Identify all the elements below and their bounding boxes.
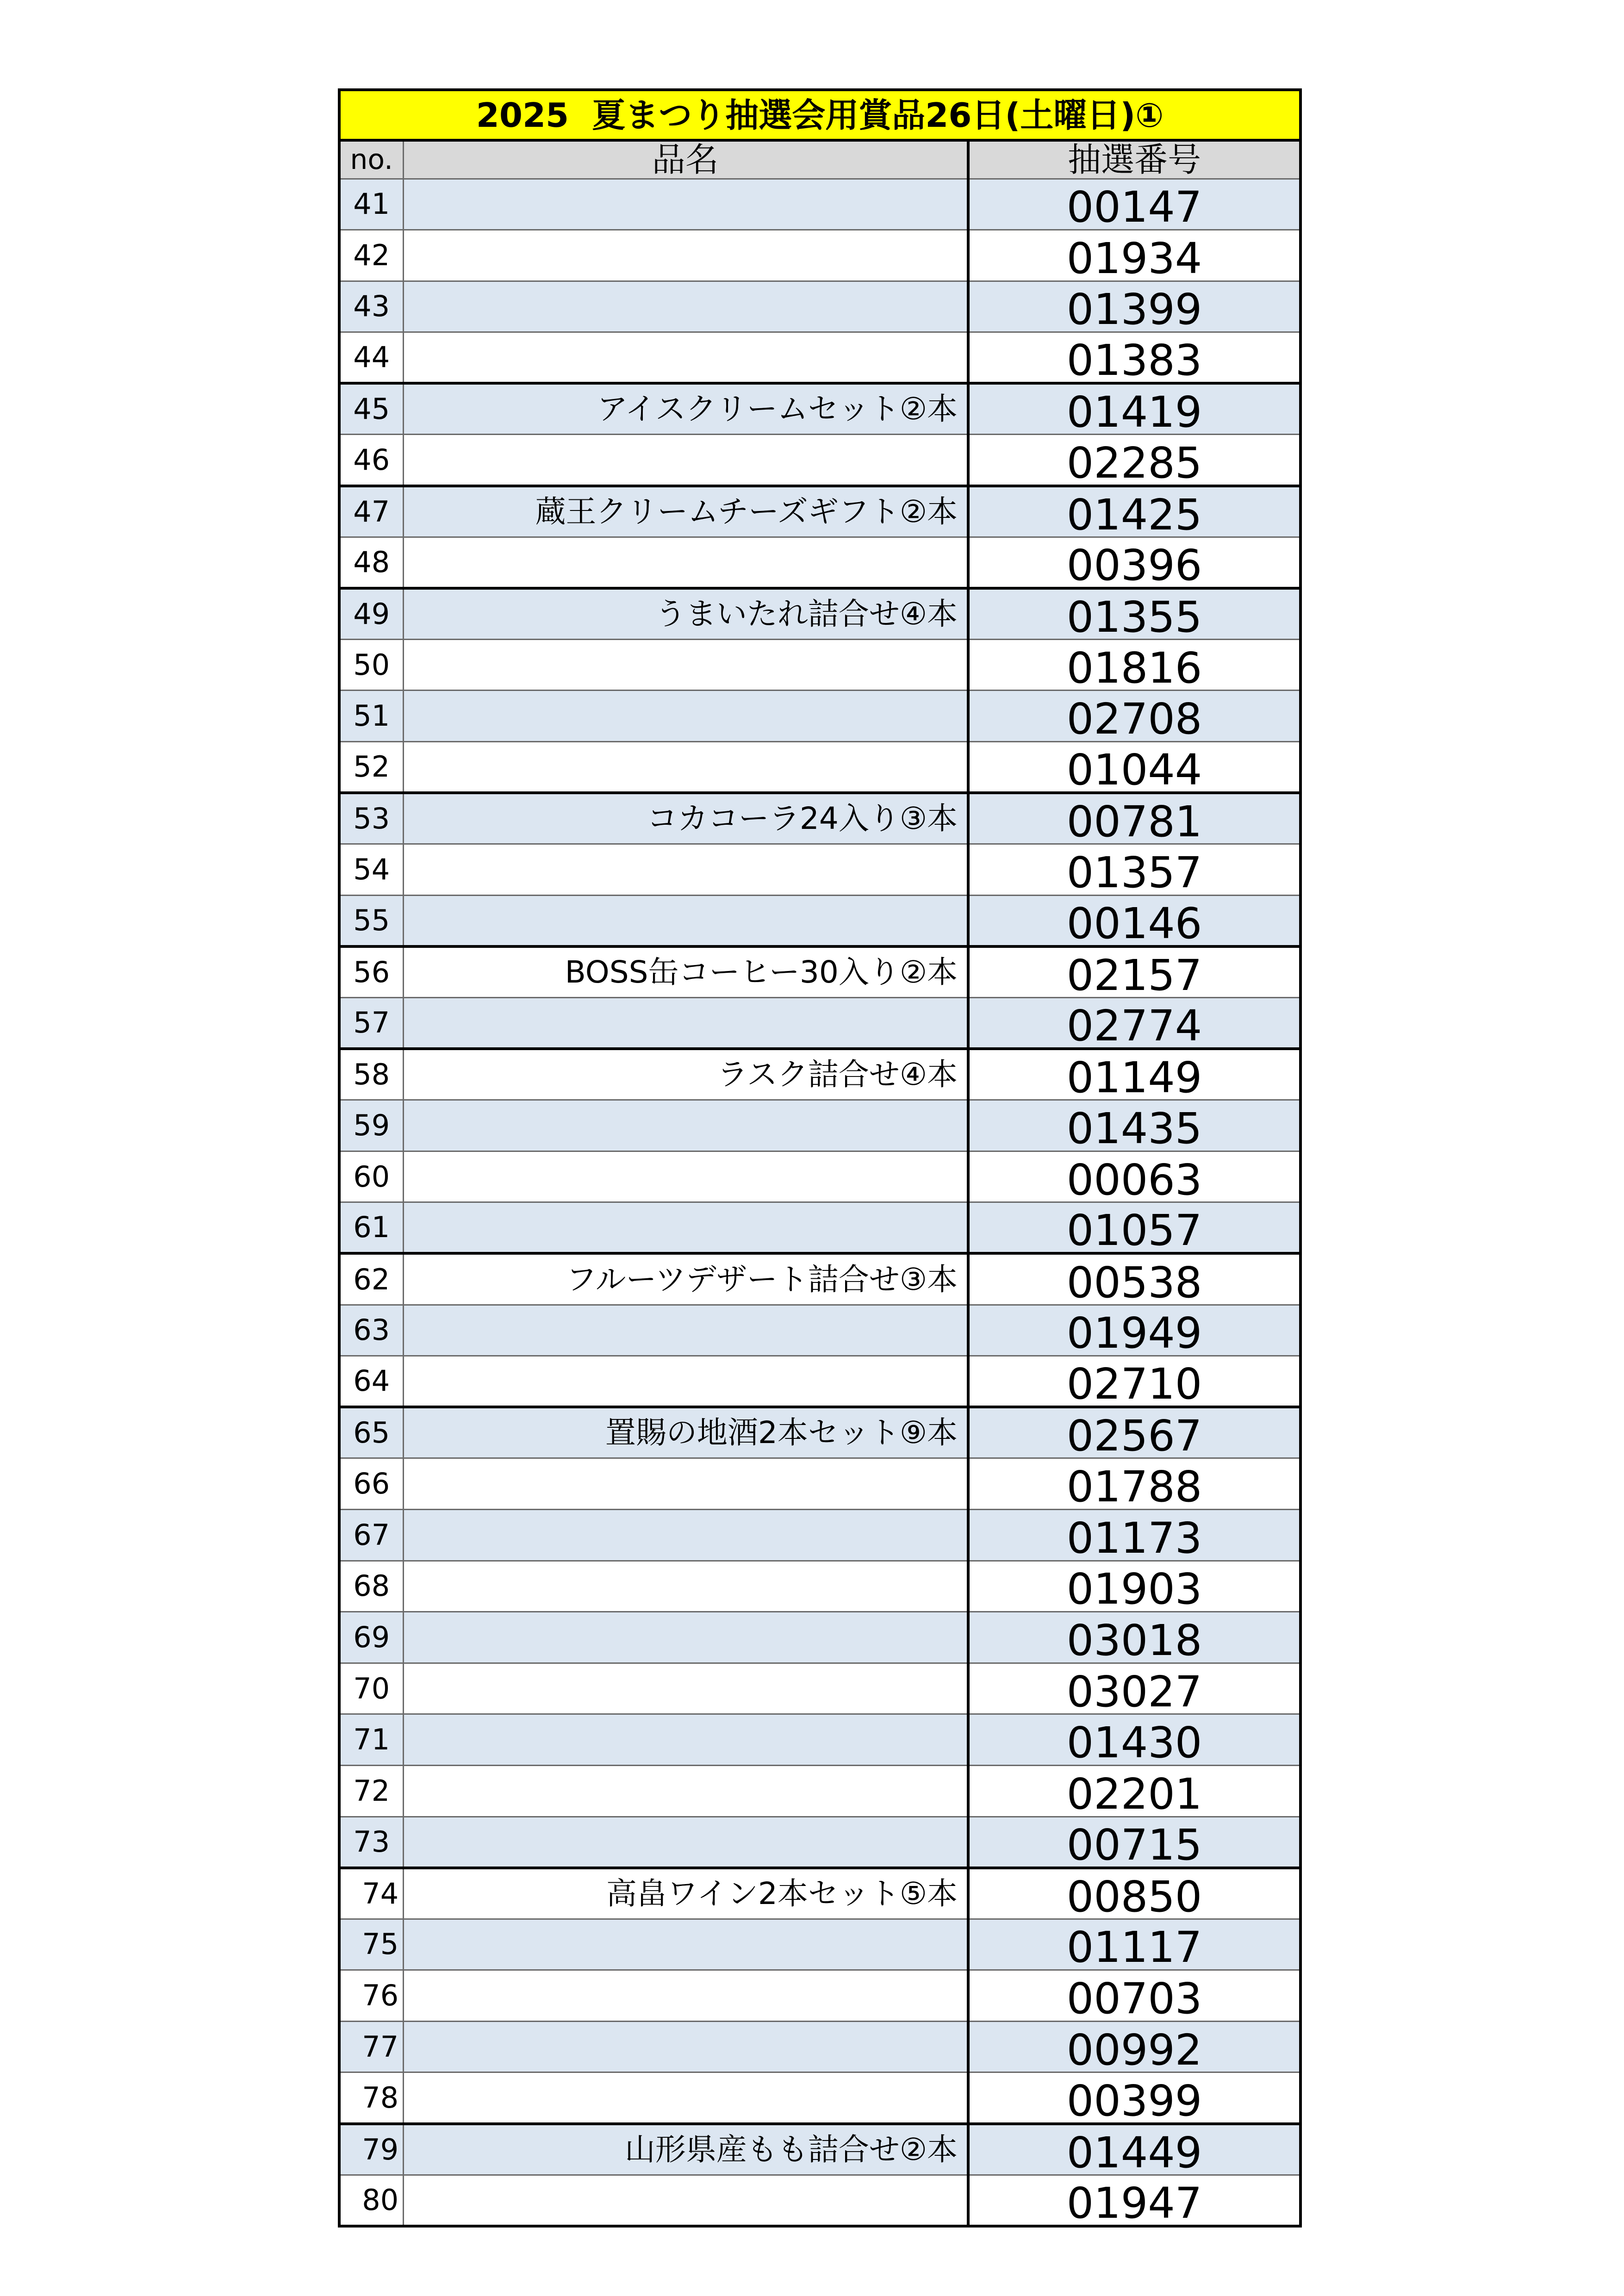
- row-no: 69: [339, 1612, 403, 1663]
- table-row: [339, 1817, 1300, 1868]
- row-no: 45: [339, 383, 403, 435]
- lottery-number: 00147: [968, 179, 1300, 230]
- lottery-number: 00781: [968, 793, 1300, 844]
- table-row: [339, 537, 1300, 588]
- prize-name: 高畠ワイン2本セット⑤本: [403, 1868, 968, 1919]
- lottery-number: 01934: [968, 230, 1300, 281]
- row-no: 47: [339, 486, 403, 537]
- row-no: 54: [339, 844, 403, 896]
- row-no: 55: [339, 895, 403, 946]
- prize-name: コカコーラ24入り③本: [403, 793, 968, 844]
- table-row: [339, 2021, 1300, 2072]
- prize-name: [403, 895, 968, 946]
- row-no: 57: [339, 998, 403, 1049]
- prize-name: [403, 2175, 968, 2226]
- row-no: 51: [339, 691, 403, 742]
- prize-name: ラスク詰合せ④本: [403, 1049, 968, 1100]
- table-row: [339, 691, 1300, 742]
- lottery-number: 01949: [968, 1305, 1300, 1356]
- row-no: 41: [339, 179, 403, 230]
- row-no: 66: [339, 1458, 403, 1510]
- prize-name: [403, 1100, 968, 1151]
- prize-name: BOSS缶コーヒー30入り②本: [403, 946, 968, 998]
- prize-name: [403, 1663, 968, 1714]
- prize-name: [403, 998, 968, 1049]
- row-no: 75: [339, 1919, 403, 1970]
- row-no: 49: [339, 588, 403, 640]
- prize-name: 蔵王クリームチーズギフト②本: [403, 486, 968, 537]
- row-no: 62: [339, 1253, 403, 1305]
- lottery-number: 01399: [968, 281, 1300, 332]
- table-row: [339, 998, 1300, 1049]
- lottery-number: 01355: [968, 588, 1300, 640]
- table-row: [339, 1407, 1300, 1458]
- prize-name: [403, 1714, 968, 1766]
- table-row: [339, 486, 1300, 537]
- table-row: [339, 1970, 1300, 2022]
- row-no: 56: [339, 946, 403, 998]
- row-no: 72: [339, 1765, 403, 1817]
- lottery-number: 02201: [968, 1765, 1300, 1817]
- lottery-number: 02708: [968, 691, 1300, 742]
- table-row: [339, 1868, 1300, 1919]
- prize-name: [403, 281, 968, 332]
- table-row: [339, 639, 1300, 691]
- table-row: [339, 2072, 1300, 2124]
- table-row: [339, 383, 1300, 435]
- row-no: 63: [339, 1305, 403, 1356]
- header-name: 品名: [403, 140, 968, 179]
- prize-name: フルーツデザート詰合せ③本: [403, 1253, 968, 1305]
- table-row: [339, 895, 1300, 946]
- table-row: [339, 1612, 1300, 1663]
- prize-name: [403, 1817, 968, 1868]
- table-row: [339, 1253, 1300, 1305]
- table-title: 2025 夏まつり抽選会用賞品26日(土曜日)①: [339, 90, 1300, 140]
- prize-name: [403, 1509, 968, 1561]
- table-row: [339, 1561, 1300, 1612]
- prize-name: [403, 742, 968, 793]
- lottery-number: 00146: [968, 895, 1300, 946]
- row-no: 78: [339, 2072, 403, 2124]
- lottery-number: 01947: [968, 2175, 1300, 2226]
- lottery-number: 01149: [968, 1049, 1300, 1100]
- title-row: [339, 90, 1300, 140]
- prize-name: [403, 332, 968, 384]
- table-row: [339, 1458, 1300, 1510]
- table-row: [339, 742, 1300, 793]
- row-no: 67: [339, 1509, 403, 1561]
- prize-name: [403, 2072, 968, 2124]
- lottery-number: 03018: [968, 1612, 1300, 1663]
- row-no: 64: [339, 1356, 403, 1407]
- header-number: 抽選番号: [968, 140, 1300, 179]
- lottery-number: 01357: [968, 844, 1300, 896]
- lottery-number: 02710: [968, 1356, 1300, 1407]
- prize-name: [403, 1305, 968, 1356]
- table-row: [339, 1919, 1300, 1970]
- table-row: [339, 1151, 1300, 1202]
- prize-name: [403, 1919, 968, 1970]
- prize-table: [338, 88, 1302, 2228]
- header-no: no.: [339, 140, 403, 179]
- row-no: 74: [339, 1868, 403, 1919]
- prize-name: うまいたれ詰合せ④本: [403, 588, 968, 640]
- lottery-number: 00850: [968, 1868, 1300, 1919]
- lottery-number: 01117: [968, 1919, 1300, 1970]
- prize-name: [403, 1202, 968, 1254]
- lottery-number: 01435: [968, 1100, 1300, 1151]
- row-no: 44: [339, 332, 403, 384]
- row-no: 68: [339, 1561, 403, 1612]
- row-no: 77: [339, 2021, 403, 2072]
- row-no: 48: [339, 537, 403, 588]
- row-no: 53: [339, 793, 403, 844]
- table-row: [339, 281, 1300, 332]
- prize-name: [403, 639, 968, 691]
- prize-name: [403, 537, 968, 588]
- lottery-number: 02567: [968, 1407, 1300, 1458]
- table-row: [339, 1356, 1300, 1407]
- table-row: [339, 588, 1300, 640]
- prize-name: [403, 230, 968, 281]
- prize-name: 山形県産もも詰合せ②本: [403, 2124, 968, 2175]
- row-no: 43: [339, 281, 403, 332]
- row-no: 71: [339, 1714, 403, 1766]
- prize-name: [403, 844, 968, 896]
- prize-name: [403, 2021, 968, 2072]
- row-no: 46: [339, 435, 403, 486]
- row-no: 61: [339, 1202, 403, 1254]
- prize-name: 置賜の地酒2本セット⑨本: [403, 1407, 968, 1458]
- lottery-number: 01057: [968, 1202, 1300, 1254]
- lottery-number: 01425: [968, 486, 1300, 537]
- lottery-number: 01788: [968, 1458, 1300, 1510]
- table-row: [339, 179, 1300, 230]
- row-no: 79: [339, 2124, 403, 2175]
- prize-name: [403, 691, 968, 742]
- table-row: [339, 1049, 1300, 1100]
- lottery-number: 01044: [968, 742, 1300, 793]
- lottery-number: 01903: [968, 1561, 1300, 1612]
- prize-name: [403, 1970, 968, 2022]
- lottery-number: 00399: [968, 2072, 1300, 2124]
- table-row: [339, 1765, 1300, 1817]
- row-no: 76: [339, 1970, 403, 2022]
- table-row: [339, 844, 1300, 896]
- row-no: 59: [339, 1100, 403, 1151]
- table-row: [339, 946, 1300, 998]
- row-no: 60: [339, 1151, 403, 1202]
- lottery-number: 00538: [968, 1253, 1300, 1305]
- table-row: [339, 1100, 1300, 1151]
- prize-name: [403, 1612, 968, 1663]
- table-row: [339, 793, 1300, 844]
- row-no: 65: [339, 1407, 403, 1458]
- row-no: 58: [339, 1049, 403, 1100]
- lottery-number: 02774: [968, 998, 1300, 1049]
- lottery-number: 03027: [968, 1663, 1300, 1714]
- header-row: [339, 140, 1300, 179]
- row-no: 80: [339, 2175, 403, 2226]
- lottery-number: 00715: [968, 1817, 1300, 1868]
- row-no: 70: [339, 1663, 403, 1714]
- table-row: [339, 332, 1300, 384]
- lottery-number: 00992: [968, 2021, 1300, 2072]
- row-no: 42: [339, 230, 403, 281]
- row-no: 50: [339, 639, 403, 691]
- prize-name: [403, 1151, 968, 1202]
- lottery-number: 01419: [968, 383, 1300, 435]
- prize-name: [403, 1356, 968, 1407]
- lottery-number: 01449: [968, 2124, 1300, 2175]
- prize-name: アイスクリームセット②本: [403, 383, 968, 435]
- lottery-number: 01816: [968, 639, 1300, 691]
- table-row: [339, 1714, 1300, 1766]
- table-row: [339, 2124, 1300, 2175]
- table-row: [339, 435, 1300, 486]
- lottery-number: 00063: [968, 1151, 1300, 1202]
- lottery-number: 00703: [968, 1970, 1300, 2022]
- prize-name: [403, 1765, 968, 1817]
- row-no: 52: [339, 742, 403, 793]
- row-no: 73: [339, 1817, 403, 1868]
- lottery-number: 02285: [968, 435, 1300, 486]
- table-row: [339, 230, 1300, 281]
- lottery-number: 01383: [968, 332, 1300, 384]
- prize-name: [403, 179, 968, 230]
- prize-name: [403, 1561, 968, 1612]
- table-row: [339, 1509, 1300, 1561]
- table-row: [339, 1202, 1300, 1254]
- prize-name: [403, 435, 968, 486]
- lottery-number: 01173: [968, 1509, 1300, 1561]
- lottery-number: 00396: [968, 537, 1300, 588]
- lottery-number: 01430: [968, 1714, 1300, 1766]
- table-row: [339, 1305, 1300, 1356]
- table-row: [339, 1663, 1300, 1714]
- table-row: [339, 2175, 1300, 2226]
- prize-name: [403, 1458, 968, 1510]
- lottery-number: 02157: [968, 946, 1300, 998]
